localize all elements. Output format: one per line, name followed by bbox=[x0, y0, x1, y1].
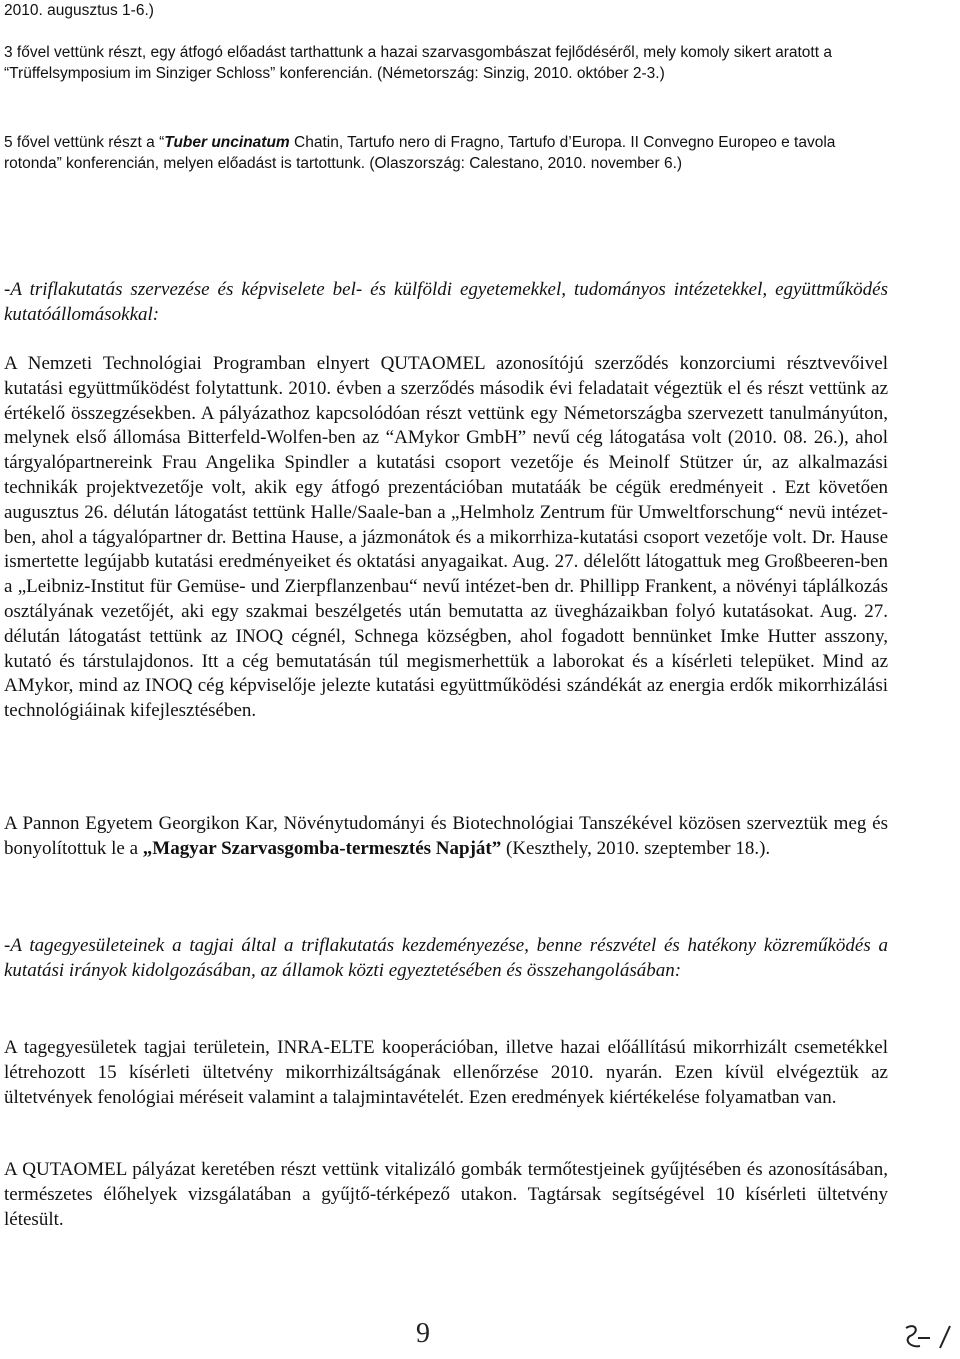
pannon-pre: A Pannon Egyetem Georgikon Kar, Növénytudományi és Biotechnológiai Tanszékével közösen szerveztük meg és bonyolítottuk le a bbox=[4, 813, 888, 859]
top-date-line: 2010. augusztus 1-6.) bbox=[4, 2, 154, 19]
tuber-pre: 5 fővel vettünk részt a “ bbox=[4, 134, 165, 151]
tuber-post: Chatin, Tartufo nero di Fragno, Tartufo d’Europa. II Convegno Europeo e tavola rotonda” konferencián, melyen előadást is tartottunk. (Olaszország: Calestano, 2010. november 6.) bbox=[4, 134, 836, 172]
paragraph-tuber-uncinatum bbox=[4, 132, 866, 174]
handwritten-page-number: 9 bbox=[416, 1318, 430, 1349]
heading-cooperation: -A triflakutatás szervezése és képviselete bel- és külföldi egyetemekkel, tudományos intézetekkel, együttműködés kutatóállomásokkal: bbox=[4, 279, 888, 325]
paragraph-pannon-egyetem bbox=[4, 812, 888, 862]
paragraph-trueffelsymposium: 3 fővel vettünk részt, egy átfogó előadást tarthattunk a hazai szarvasgombászat fejlődéséről, mely komoly sikert aratott a “Trüffelsymposium im Sinziger Schloss” konferencián. (Németország: Sinzig, 2010. október 2-3.) bbox=[4, 44, 832, 82]
paragraph-tagegyesuletek: A tagegyesületek tagjai területein, INRA-ELTE kooperációban, illetve hazai előállítású mikorrhizált csemetékkel létrehozott 15 kísérleti ültetvény mikorrhizáltságának ellenőrzése 2010. nyarán. Ezen kívül elvégeztük az ültetvények fenológiai méréseit valamint a talajmintavételét. Ezen eredmények kiértékelése folyamatban van. bbox=[4, 1037, 888, 1108]
paragraph-nemzeti-technologiai: A Nemzeti Technológiai Programban elnyert QUTAOMEL azonosítójú szerződés konzorciumi résztvevőivel kutatási együttműködést folytattunk. 2010. évben a szerződés második évi feladatait végeztük el és részt vettünk az értékelő összegzésekben. A pályázathoz kapcsolódóan részt vettünk egy Németországba szervezett tanulmányúton, melynek első állomása Bitterfeld-Wolfen-ben az “AMykor GmbH” nevű cég látogatása volt (2010. 08. 26.), ahol tárgyalópartnereink Frau Angelika Spindler a kutatási csoport vezetője és Meinolf Stützer úr, az alkalmazási technikák projektvezetője volt, akik egy átfogó prezentációban mutatáák be cégük eredményeit . Ezt követően augusztus 26. délután látogatást tettünk Halle/Saale-ban a „Helmholz Zentrum für Umweltforschung“ nevü intézet-ben, ahol a tágyalópartner dr. Bettina Hause, a jázmonátok és a mikorrhiza-kutatási csoport vezetője volt. Dr. Hause ismertette legújabb kutatási eredményeiket és oktatási anyagaikat. Aug. 27. délelőtt látogattuk meg Großbeeren-ben a „Leibniz-Institut für Gemüse- und Zierpflanzenbau“ nevű intézet-ben dr. Phillipp Frankent, a növényi táplálkozás osztályának vezetőjét, aki egy szakmai beszélgetés után bemutatta az üvegházaikban folyó kutatásokat. Aug. 27. délután látogatást tettünk az INOQ cégnél, Schnega községben, ahol fogadott bennünket Imke Hutter asszony, kutató és társtulajdonos. Itt a cég bemutatásán túl megismerhettük a laborokat és a kísérleti telepüket. Mind az AMykor, mind az INOQ cég képviselője jelezte kutatási együttműködési szándékát az energia erdők mikorrhizálási technológiáinak kifejlesztésében. bbox=[4, 353, 888, 722]
handwritten-initials bbox=[900, 1318, 956, 1356]
paragraph-qutaomel: A QUTAOMEL pályázat keretében részt vettünk vitalizáló gombák termőtestjeinek gyűjtésében és azonosításában, természetes élőhelyek vizsgálatában a gyűjtő-térképező utakon. Tagtársak segítségével 10 kísérleti ültetvény létesült. bbox=[4, 1159, 888, 1230]
heading-member-associations: -A tagegyesületeinek a tagjai által a triflakutatás kezdeményezése, benne részvétel és hatékony közreműködés a kutatási irányok kidolgozásában, az államok közti egyeztetésében és összehangolásában: bbox=[4, 935, 888, 981]
tuber-italic-name: Tuber uncinatum bbox=[164, 134, 290, 151]
pannon-bold-event: „Magyar Szarvasgomba-termesztés Napját” bbox=[142, 837, 502, 859]
pannon-post: (Keszthely, 2010. szeptember 18.). bbox=[501, 837, 771, 859]
